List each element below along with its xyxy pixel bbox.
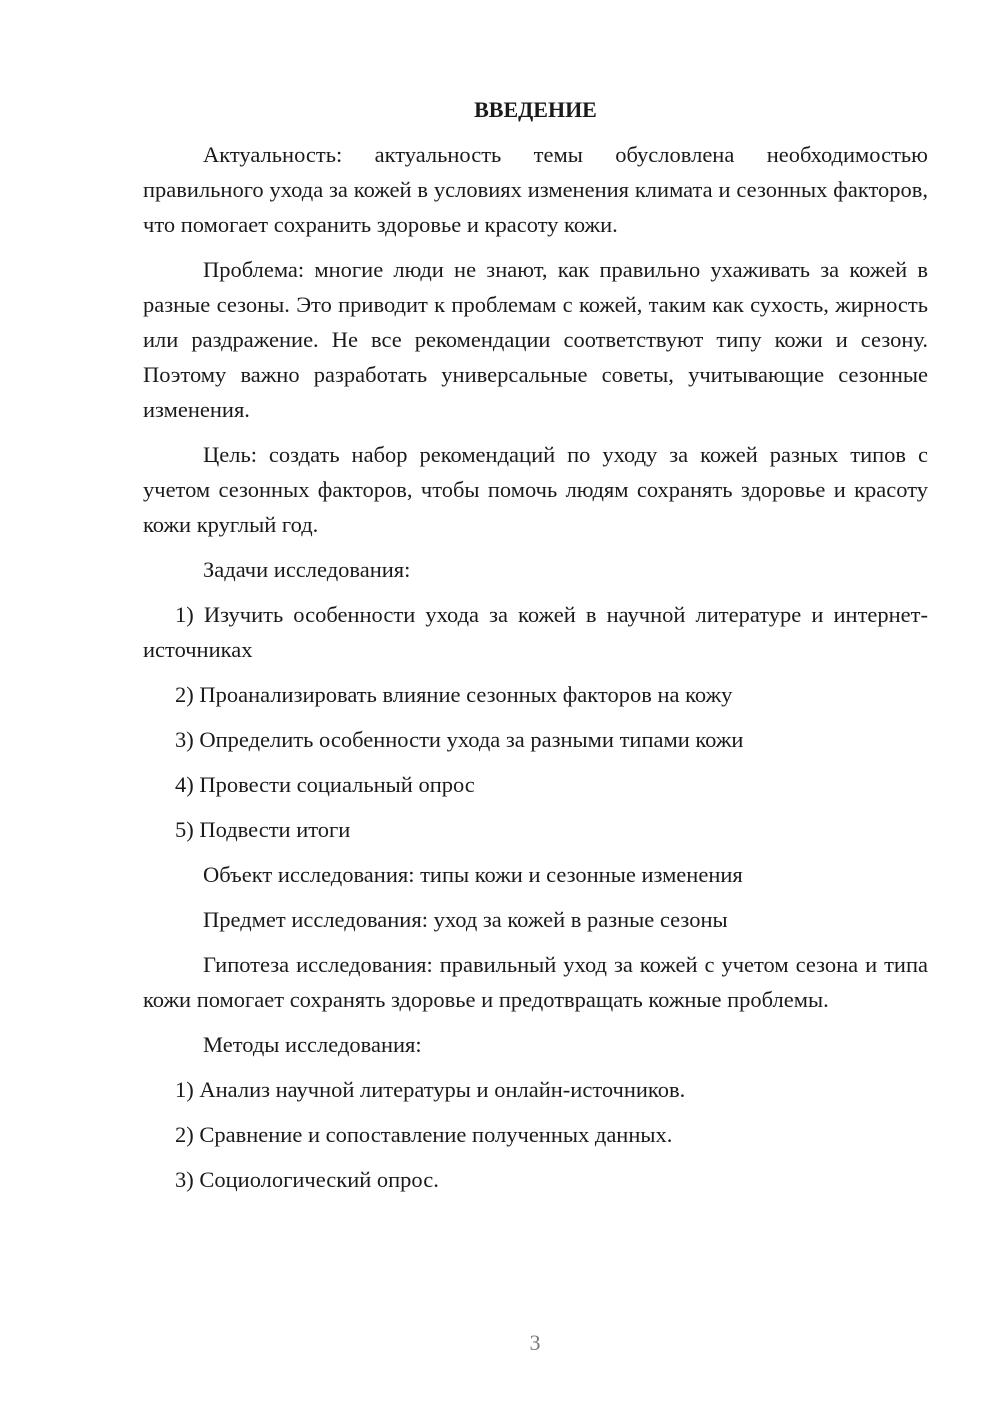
method-item-2: 2) Сравнение и сопоставление полученных данных. [175, 1122, 673, 1147]
task-item-1: 1) Изучить особенности ухода за кожей в научной литературе и интернет-источниках [143, 602, 928, 662]
document-body [143, 92, 928, 1207]
methods-heading: Методы исследования: [203, 1032, 422, 1057]
paragraph-relevance: Актуальность: актуальность темы обусловлена необходимостью правильного ухода за кожей в условиях изменения климата и сезонных факторов, что помогает сохранить здоровье и красоту кожи. [143, 142, 928, 237]
paragraph-problem: Проблема: многие люди не знают, как правильно ухаживать за кожей в разные сезоны. Это приводит к проблемам с кожей, таким как сухость, жирность или раздражение. Не все рекомендации соответствуют типу кожи и сезону. Поэтому важно разработать универсальные советы, учитывающие сезонные изменения. [143, 257, 928, 422]
method-item-1: 1) Анализ научной литературы и онлайн-источников. [175, 1077, 686, 1102]
task-item-4: 4) Провести социальный опрос [175, 772, 475, 797]
task-item-3: 3) Определить особенности ухода за разными типами кожи [175, 727, 744, 752]
page-title: ВВЕДЕНИЕ [474, 97, 597, 122]
paragraph-goal: Цель: создать набор рекомендаций по уходу за кожей разных типов с учетом сезонных факторов, чтобы помочь людям сохранять здоровье и красоту кожи круглый год. [143, 442, 928, 537]
task-item-5: 5) Подвести итоги [175, 817, 351, 842]
method-item-3: 3) Социологический опрос. [175, 1167, 439, 1192]
tasks-heading: Задачи исследования: [203, 557, 411, 582]
research-subject: Предмет исследования: уход за кожей в разные сезоны [203, 907, 728, 932]
research-object: Объект исследования: типы кожи и сезонные изменения [203, 862, 743, 887]
page-number: 3 [529, 1330, 541, 1355]
research-hypothesis: Гипотеза исследования: правильный уход за кожей с учетом сезона и типа кожи помогает сохранять здоровье и предотвращать кожные проблемы. [143, 952, 928, 1012]
task-item-2: 2) Проанализировать влияние сезонных факторов на кожу [175, 682, 733, 707]
